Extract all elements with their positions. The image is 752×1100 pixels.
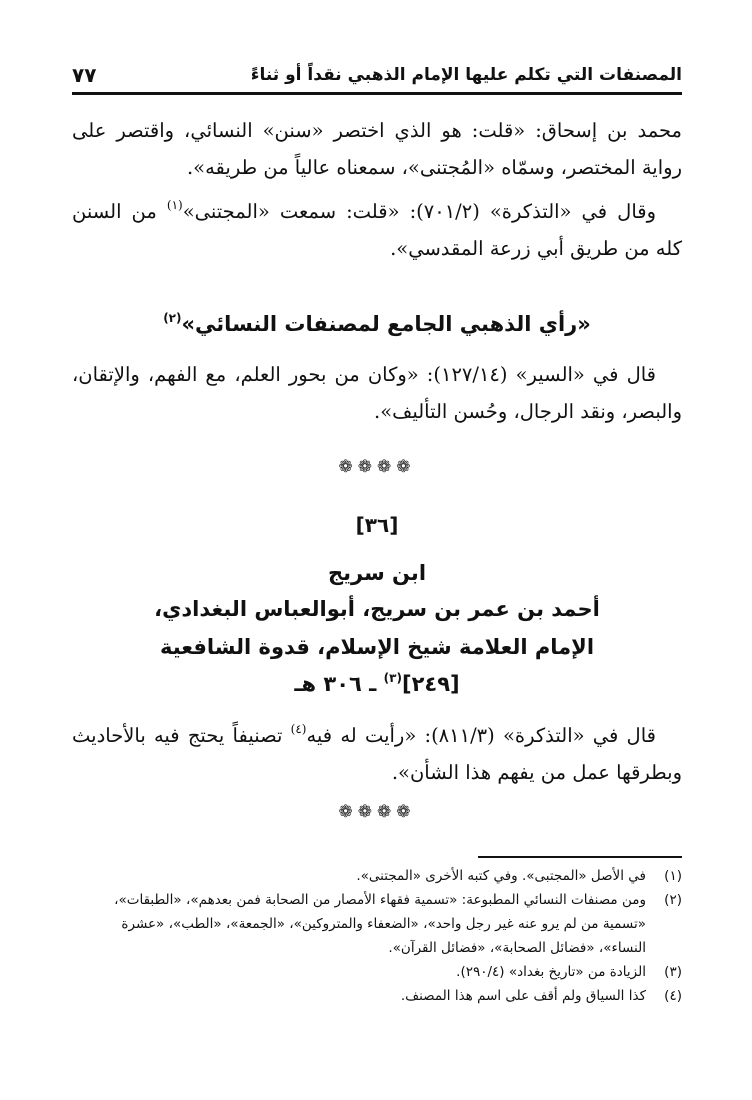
footnote-number: (٤) <box>664 988 682 1004</box>
entry-dates <box>72 672 682 696</box>
footnote-item <box>72 984 682 1008</box>
footnote-ref-1: (١) <box>166 198 183 212</box>
ornament-divider: ❁❁❁❁ <box>338 457 416 477</box>
footnote-ref-4: (٤) <box>290 722 307 736</box>
entry-birth-date: [٢٤٩] <box>401 672 460 696</box>
book-page <box>72 0 682 1100</box>
paragraph-4-text-b: تصنيفاً يحتج فيه بالأحاديث وبطرقها عمل من يفهم هذا الشأن». <box>72 724 682 784</box>
section-heading <box>72 312 682 336</box>
entry-death-date: ـ ٣٠٦ هـ <box>294 672 384 696</box>
paragraph-2-text-a: وقال في «التذكرة» (٧٠١/٢): «قلت: سمعت «المجتنى» <box>182 200 657 223</box>
paragraph-4 <box>72 717 682 791</box>
footnote-item <box>72 888 682 960</box>
section-heading-text: «رأي الذهبي الجامع لمصنفات النسائي» <box>181 312 591 336</box>
footnote-ref-3: (٣) <box>383 671 402 685</box>
footnote-text: كذا السياق ولم أقف على اسم هذا المصنف. <box>400 988 646 1004</box>
ornament-divider: ❁❁❁❁ <box>338 802 416 822</box>
entry-name: ابن سريج <box>327 561 427 585</box>
footnote-item <box>72 864 682 888</box>
paragraph-2 <box>72 193 682 267</box>
footnote-item <box>72 960 682 984</box>
footnote-number: (١) <box>664 868 682 884</box>
paragraph-4-text-a: قال في «التذكرة» (٨١١/٣): «رأيت له فيه <box>306 724 656 747</box>
paragraph-2-text-b: من السنن كله من طريق أبي زرعة المقدسي». <box>72 200 682 260</box>
page-header <box>72 58 682 95</box>
paragraph-3: قال في «السير» (١٢٧/١٤): «وكان من بحور العلم، مع الفهم، والإتقان، والبصر، ونقد الرجال، وحُسن التأليف». <box>72 363 682 423</box>
paragraph-1: محمد بن إسحاق: «قلت: هو الذي اختصر «سنن» النسائي، واقتصر على رواية المختصر، وسمّاه «المُجتنى»، سمعناه عالياً من طريقه». <box>72 119 682 179</box>
footnote-text: في الأصل «المجتبى». وفي كتبه الأخرى «المجتنى». <box>356 868 646 884</box>
footnote-number: (٢) <box>664 892 682 908</box>
page-number: ٧٧ <box>72 63 97 87</box>
footnote-text: الزيادة من «تاريخ بغداد» (٢٩٠/٤). <box>456 964 646 980</box>
running-title: المصنفات التي تكلم عليها الإمام الذهبي نقداً أو ثناءً <box>250 65 682 85</box>
footnote-number: (٣) <box>664 964 682 980</box>
entry-number: [٣٦] <box>355 513 399 537</box>
footnote-ref-2: (٢) <box>163 311 182 325</box>
footnote-text: ومن مصنفات النسائي المطبوعة: «تسمية فقهاء الأمصار من الصحابة فمن بعدهم»، «الطبقات»، «تسمية من لم يرو عنه غير رجل واحد»، «الضعفاء والمتروكين»، «الجمعة»، «الطب»، «عشرة النساء»، «فضائل الصحابة»، «فضائل القرآن». <box>114 892 646 956</box>
footnote-rule <box>478 856 682 858</box>
footnotes <box>72 864 682 1008</box>
entry-honorific: الإمام العلامة شيخ الإسلام، قدوة الشافعية <box>159 635 595 659</box>
entry-full-name: أحمد بن عمر بن سريج، أبوالعباس البغدادي، <box>154 597 600 621</box>
